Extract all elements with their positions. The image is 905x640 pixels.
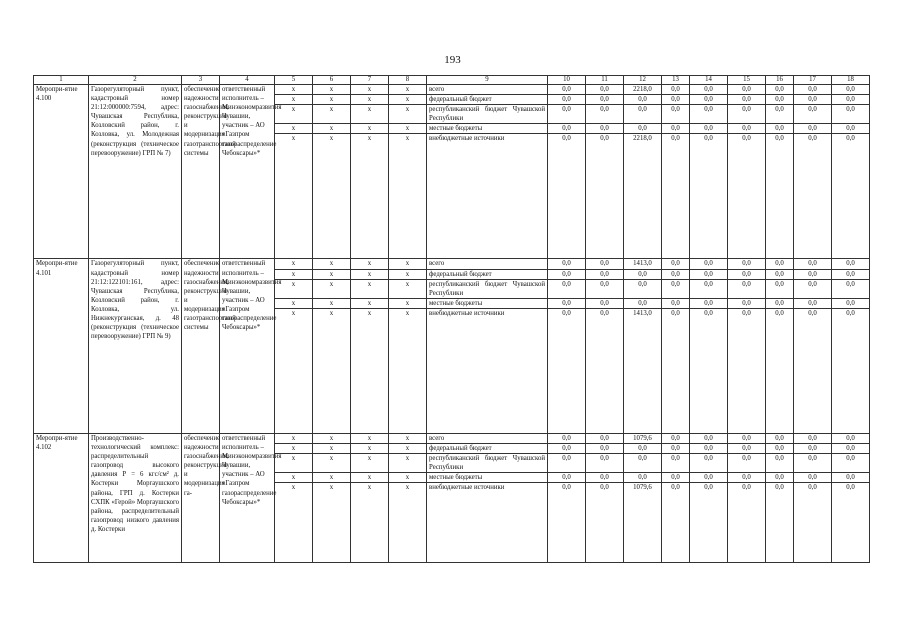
funding-source-cell: всего [427,259,548,269]
header-cell: 3 [182,76,220,85]
amount-cell: 1079,6 [624,483,662,563]
measure-executor-cell: ответственный исполнитель – Минэкономразвития Чувашии, участник – АО «Газпром газораспределение Чебоксары»* [220,85,275,259]
code-cell: x [313,95,351,105]
code-cell: x [275,269,313,279]
funding-source-cell: федеральный бюджет [427,444,548,454]
amount-cell: 0,0 [728,269,766,279]
amount-cell: 0,0 [690,433,728,443]
amount-cell: 0,0 [728,95,766,105]
code-cell: x [313,298,351,308]
amount-cell: 0,0 [586,269,624,279]
code-cell: x [389,105,427,124]
amount-cell: 0,0 [766,483,794,563]
amount-cell: 0,0 [662,483,690,563]
amount-cell: 0,0 [690,269,728,279]
amount-cell: 0,0 [662,433,690,443]
code-cell: x [275,95,313,105]
measure-description-cell: Газорегуляторный пункт, кадастровый номер 21:12:122101:161, адрес: Чувашская Республика, Козловский район, г. Козловка, ул. Нижнекурганская, д. 48 (реконструкция (техническое перевооружение) ГРП № 9) [89,259,182,433]
header-cell: 6 [313,76,351,85]
amount-cell: 0,0 [662,444,690,454]
code-cell: x [275,124,313,134]
funding-source-cell: федеральный бюджет [427,269,548,279]
amount-cell: 0,0 [548,483,586,563]
amount-cell: 0,0 [794,259,832,269]
amount-cell: 0,0 [690,134,728,259]
amount-cell: 0,0 [624,269,662,279]
funding-source-cell: всего [427,85,548,95]
amount-cell: 0,0 [766,454,794,473]
measure-executor-cell: ответственный исполнитель – Минэкономразвития Чувашии, участник – АО «Газпром газораспределение Чебоксары»* [220,433,275,562]
code-cell: x [351,308,389,433]
amount-cell: 0,0 [586,105,624,124]
amount-cell: 0,0 [690,259,728,269]
code-cell: x [275,279,313,298]
amount-cell: 0,0 [832,85,870,95]
header-cell: 4 [220,76,275,85]
code-cell: x [313,259,351,269]
amount-cell: 0,0 [662,269,690,279]
header-cell: 12 [624,76,662,85]
code-cell: x [275,298,313,308]
amount-cell: 0,0 [548,473,586,483]
amount-cell: 0,0 [548,444,586,454]
measure-goal-cell: обеспечение надежности газоснабжения, реконструкция и модернизация газотранспортной системы [182,85,220,259]
code-cell: x [351,433,389,443]
header-row [34,76,870,85]
amount-cell: 0,0 [586,433,624,443]
amount-cell: 0,0 [548,279,586,298]
code-cell: x [351,473,389,483]
amount-cell: 0,0 [832,298,870,308]
amount-cell: 0,0 [662,279,690,298]
amount-cell: 0,0 [586,473,624,483]
amount-cell: 0,0 [832,105,870,124]
amount-cell: 0,0 [832,308,870,433]
code-cell: x [313,85,351,95]
amount-cell: 0,0 [766,134,794,259]
amount-cell: 0,0 [690,85,728,95]
code-cell: x [351,95,389,105]
table-row [34,85,870,95]
header-cell: 18 [832,76,870,85]
funding-source-cell: республиканский бюджет Чувашской Республики [427,105,548,124]
amount-cell: 0,0 [832,134,870,259]
code-cell: x [313,483,351,563]
code-cell: x [389,269,427,279]
amount-cell: 0,0 [766,473,794,483]
amount-cell: 0,0 [832,259,870,269]
amount-cell: 0,0 [586,134,624,259]
header-cell: 8 [389,76,427,85]
code-cell: x [313,269,351,279]
header-cell: 1 [34,76,89,85]
amount-cell: 0,0 [662,105,690,124]
code-cell: x [275,308,313,433]
code-cell: x [351,259,389,269]
amount-cell: 0,0 [690,279,728,298]
amount-cell: 0,0 [662,95,690,105]
amount-cell: 0,0 [832,444,870,454]
amount-cell: 0,0 [548,269,586,279]
code-cell: x [275,433,313,443]
code-cell: x [351,124,389,134]
funding-source-cell: республиканский бюджет Чувашской Республики [427,454,548,473]
code-cell: x [275,444,313,454]
header-cell: 15 [728,76,766,85]
amount-cell: 0,0 [690,124,728,134]
header-cell: 7 [351,76,389,85]
code-cell: x [313,454,351,473]
amount-cell: 0,0 [586,279,624,298]
funding-source-cell: республиканский бюджет Чувашской Республики [427,279,548,298]
amount-cell: 0,0 [728,259,766,269]
header-cell: 14 [690,76,728,85]
amount-cell: 0,0 [832,124,870,134]
amount-cell: 0,0 [728,279,766,298]
code-cell: x [389,124,427,134]
amount-cell: 0,0 [548,134,586,259]
code-cell: x [389,279,427,298]
header-cell: 11 [586,76,624,85]
code-cell: x [351,483,389,563]
amount-cell: 0,0 [794,433,832,443]
amount-cell: 0,0 [662,308,690,433]
code-cell: x [313,124,351,134]
amount-cell: 0,0 [586,85,624,95]
amount-cell: 0,0 [728,105,766,124]
header-cell: 9 [427,76,548,85]
funding-source-cell: внебюджетные источники [427,134,548,259]
amount-cell: 0,0 [766,298,794,308]
amount-cell: 0,0 [624,124,662,134]
amount-cell: 2218,0 [624,134,662,259]
code-cell: x [351,298,389,308]
code-cell: x [351,105,389,124]
code-cell: x [351,134,389,259]
amount-cell: 0,0 [728,298,766,308]
header-cell: 5 [275,76,313,85]
amount-cell: 0,0 [794,454,832,473]
amount-cell: 0,0 [728,483,766,563]
amount-cell: 0,0 [548,433,586,443]
code-cell: x [389,134,427,259]
funding-source-cell: всего [427,433,548,443]
amount-cell: 0,0 [728,433,766,443]
measure-goal-cell: обеспечение надежности газоснабжения, реконструкция и модернизация га- [182,433,220,562]
amount-cell: 0,0 [586,95,624,105]
funding-source-cell: местные бюджеты [427,298,548,308]
amount-cell: 0,0 [766,124,794,134]
code-cell: x [275,473,313,483]
amount-cell: 0,0 [728,454,766,473]
amount-cell: 0,0 [548,95,586,105]
amount-cell: 0,0 [624,105,662,124]
amount-cell: 0,0 [794,298,832,308]
measure-goal-cell: обеспечение надежности газоснабжения, реконструкция и модернизация газотранспортной системы [182,259,220,433]
measure-description-cell: Производственно-технологический комплекс: распределительный газопровод высокого давления Р = 6 кгс/см² д. Костерки Моргаушского района, ГРП д. Костерки СХПК «Герой» Моргаушского района, распределительный газопровод низкого давления д. Костерки [89,433,182,562]
code-cell: x [389,259,427,269]
program-table [33,75,870,563]
amount-cell: 0,0 [624,298,662,308]
amount-cell: 0,0 [832,454,870,473]
amount-cell: 0,0 [548,105,586,124]
amount-cell: 0,0 [586,444,624,454]
amount-cell: 0,0 [662,259,690,269]
amount-cell: 0,0 [624,279,662,298]
amount-cell: 0,0 [794,473,832,483]
amount-cell: 0,0 [548,298,586,308]
code-cell: x [313,433,351,443]
amount-cell: 0,0 [662,124,690,134]
amount-cell: 0,0 [690,483,728,563]
code-cell: x [351,85,389,95]
amount-cell: 0,0 [586,483,624,563]
amount-cell: 0,0 [766,95,794,105]
header-cell: 17 [794,76,832,85]
amount-cell: 0,0 [586,298,624,308]
amount-cell: 0,0 [624,454,662,473]
amount-cell: 0,0 [728,444,766,454]
amount-cell: 0,0 [728,308,766,433]
code-cell: x [313,308,351,433]
amount-cell: 0,0 [662,454,690,473]
code-cell: x [351,444,389,454]
amount-cell: 0,0 [728,134,766,259]
funding-source-cell: федеральный бюджет [427,95,548,105]
amount-cell: 0,0 [690,444,728,454]
amount-cell: 0,0 [548,259,586,269]
amount-cell: 0,0 [794,85,832,95]
code-cell: x [389,308,427,433]
funding-source-cell: внебюджетные источники [427,483,548,563]
amount-cell: 0,0 [548,85,586,95]
code-cell: x [389,444,427,454]
amount-cell: 0,0 [690,473,728,483]
amount-cell: 0,0 [624,473,662,483]
code-cell: x [275,134,313,259]
amount-cell: 0,0 [586,454,624,473]
amount-cell: 0,0 [832,483,870,563]
amount-cell: 0,0 [662,473,690,483]
code-cell: x [389,95,427,105]
code-cell: x [389,483,427,563]
code-cell: x [389,85,427,95]
amount-cell: 0,0 [766,308,794,433]
amount-cell: 0,0 [624,444,662,454]
amount-cell: 0,0 [766,279,794,298]
amount-cell: 0,0 [794,95,832,105]
measure-id-cell: Меропри-ятие 4.101 [34,259,89,433]
amount-cell: 0,0 [766,444,794,454]
code-cell: x [275,454,313,473]
code-cell: x [313,105,351,124]
amount-cell: 0,0 [832,433,870,443]
amount-cell: 0,0 [794,308,832,433]
amount-cell: 0,0 [548,454,586,473]
header-cell: 2 [89,76,182,85]
code-cell: x [389,473,427,483]
amount-cell: 0,0 [794,279,832,298]
amount-cell: 0,0 [832,269,870,279]
amount-cell: 0,0 [832,473,870,483]
code-cell: x [389,298,427,308]
measure-description-cell: Газорегуляторный пункт, кадастровый номер 21:12:000000:7594, адрес: Чувашская Республика, Козловский район, г. Козловка, ул. Молодежная (реконструкция (техническое перевооружение) ГРП № 7) [89,85,182,259]
amount-cell: 0,0 [766,85,794,95]
measure-id-cell: Меропри-ятие 4.100 [34,85,89,259]
amount-cell: 1413,0 [624,308,662,433]
amount-cell: 0,0 [766,269,794,279]
header-cell: 13 [662,76,690,85]
amount-cell: 0,0 [832,279,870,298]
amount-cell: 0,0 [690,95,728,105]
amount-cell: 0,0 [794,444,832,454]
amount-cell: 1079,6 [624,433,662,443]
amount-cell: 0,0 [766,105,794,124]
amount-cell: 0,0 [794,483,832,563]
amount-cell: 0,0 [586,308,624,433]
code-cell: x [351,269,389,279]
amount-cell: 2218,0 [624,85,662,95]
amount-cell: 0,0 [662,85,690,95]
code-cell: x [351,454,389,473]
amount-cell: 0,0 [728,124,766,134]
amount-cell: 0,0 [690,308,728,433]
amount-cell: 0,0 [766,259,794,269]
code-cell: x [389,433,427,443]
amount-cell: 0,0 [690,298,728,308]
code-cell: x [351,279,389,298]
funding-source-cell: внебюджетные источники [427,308,548,433]
measure-executor-cell: ответственный исполнитель – Минэкономразвития Чувашии, участник – АО «Газпром газораспределение Чебоксары»* [220,259,275,433]
header-cell: 10 [548,76,586,85]
amount-cell: 0,0 [794,269,832,279]
amount-cell: 0,0 [662,298,690,308]
amount-cell: 0,0 [690,105,728,124]
amount-cell: 0,0 [690,454,728,473]
amount-cell: 0,0 [728,473,766,483]
amount-cell: 0,0 [794,134,832,259]
amount-cell: 0,0 [586,259,624,269]
page-number: 193 [444,54,461,66]
code-cell: x [275,259,313,269]
amount-cell: 0,0 [794,105,832,124]
code-cell: x [313,134,351,259]
funding-source-cell: местные бюджеты [427,473,548,483]
table-row [34,433,870,443]
amount-cell: 0,0 [586,124,624,134]
amount-cell: 0,0 [624,95,662,105]
header-cell: 16 [766,76,794,85]
code-cell: x [275,483,313,563]
amount-cell: 0,0 [662,134,690,259]
code-cell: x [313,279,351,298]
measure-id-cell: Меропри-ятие 4.102 [34,433,89,562]
code-cell: x [389,454,427,473]
code-cell: x [313,444,351,454]
amount-cell: 0,0 [794,124,832,134]
amount-cell: 0,0 [728,85,766,95]
code-cell: x [313,473,351,483]
table-row [34,259,870,269]
funding-source-cell: местные бюджеты [427,124,548,134]
amount-cell: 1413,0 [624,259,662,269]
amount-cell: 0,0 [548,308,586,433]
code-cell: x [275,85,313,95]
amount-cell: 0,0 [766,433,794,443]
code-cell: x [275,105,313,124]
amount-cell: 0,0 [548,124,586,134]
amount-cell: 0,0 [832,95,870,105]
